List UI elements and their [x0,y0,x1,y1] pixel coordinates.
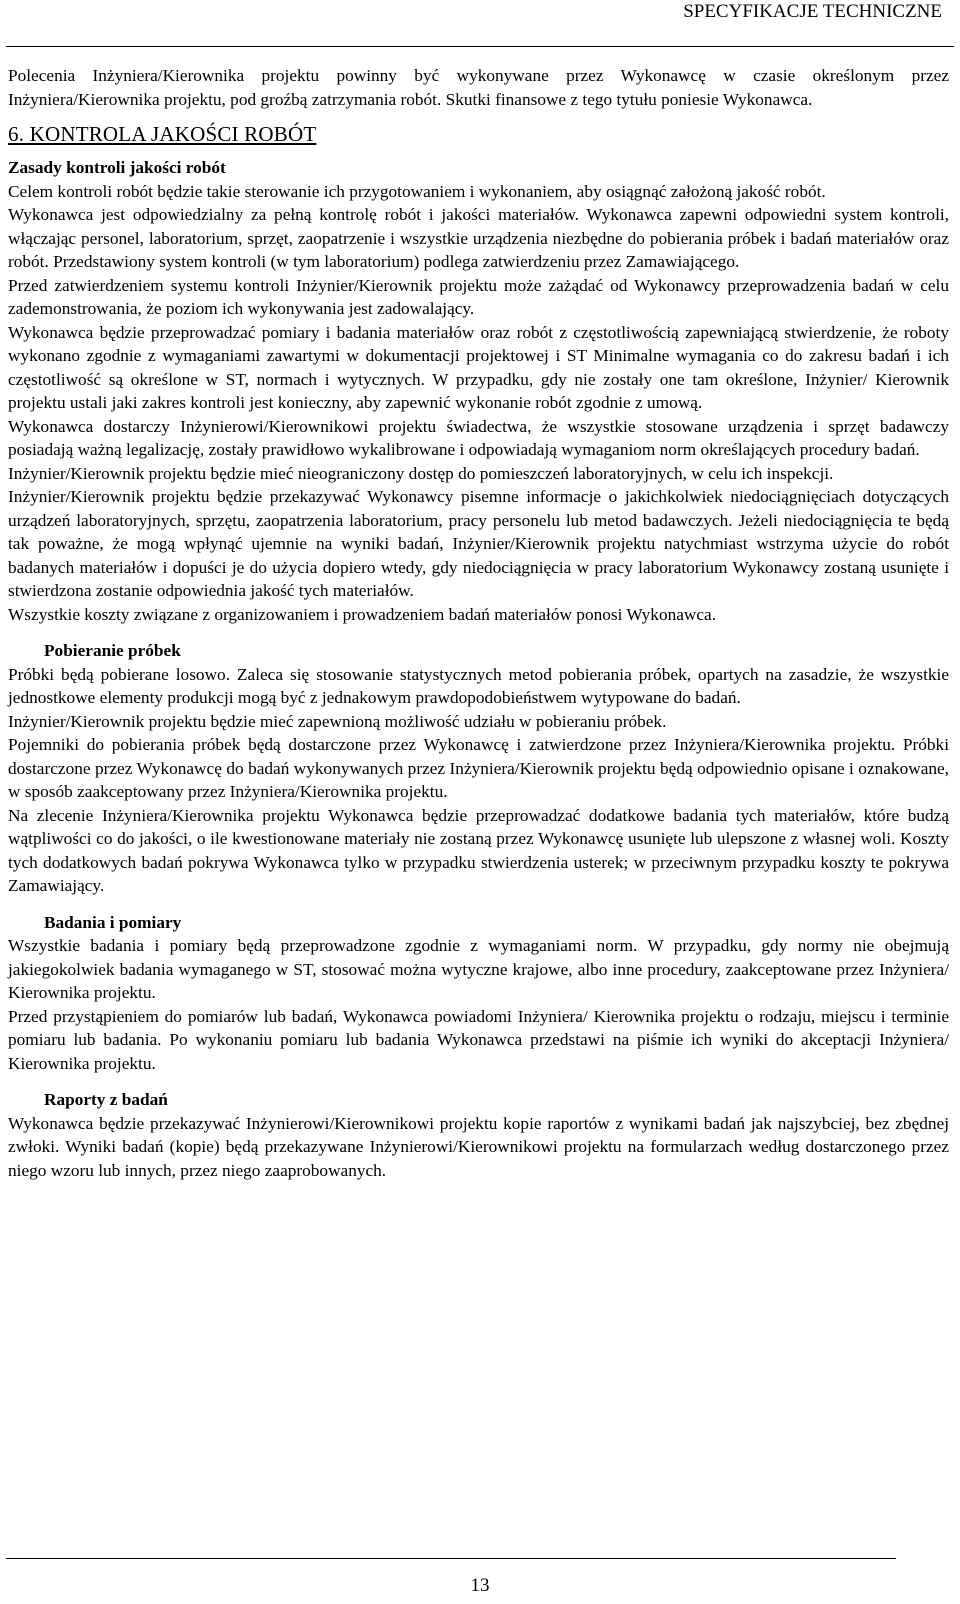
subheading-badania: Badania i pomiary [44,912,182,932]
subheading-zasady: Zasady kontroli jakości robót [8,158,226,177]
footer-divider [6,1558,896,1559]
paragraph: Inżynier/Kierownik projektu będzie mieć zapewnioną możliwość udziału w pobieraniu próbek. [8,711,667,731]
subheading-raporty: Raporty z badań [44,1090,168,1109]
page-header [0,0,942,24]
header-title: SPECYFIKACJE TECHNICZNE [683,1,942,22]
paragraph: Wykonawca będzie przeprowadzać pomiary i badania materiałów oraz robót z częstotliwością zapewniającą stwierdzenie, że roboty wykonano zgodnie z wymaganiami zawartymi w dokumentacji projektowej i ST Minimalne wymagania co do zakresu badań i ich częstotliwość są określone w ST, normach i wytycznych. W przypadku, gdy nie zostały one tam określone, Inżynier/ Kierownik projektu ustali jaki zakres kontroli jest konieczny, aby zapewnić wykonanie robót zgodnie z umową. [8,322,949,412]
paragraph: Pojemniki do pobierania próbek będą dostarczone przez Wykonawcę i zatwierdzone przez Inżyniera/Kierownika projektu. Próbki dostarczone przez Wykonawcę do badań wykonywanych przez Inżyniera/Kierownik projektu będą odpowiednio opisane i oznakowane, w sposób zaakceptowany przez Inżyniera/Kierownika projektu. [8,735,949,801]
paragraph: Na zlecenie Inżyniera/Kierownika projektu Wykonawca będzie przeprowadzać dodatkowe badania tych materiałów, które budzą wątpliwości co do jakości, o ile kwestionowane materiały nie zostaną przez Wykonawcę usunięte lub ulepszone z własnej woli. Koszty tych dodatkowych badań pokrywa Wykonawca tylko w przypadku stwierdzenia usterek; w przeciwnym przypadku koszty te pokrywa Zamawiający. [8,805,949,895]
subheading-pobieranie: Pobieranie próbek [44,641,181,660]
paragraph: Wykonawca jest odpowiedzialny za pełną kontrolę robót i jakości materiałów. Wykonawca zapewni odpowiedni system kontroli, włączając personel, laboratorium, sprzęt, zaopatrzenie i wszystkie urządzenia niezbędne do pobierania próbek i badań materiałów oraz robót. Przedstawiony system kontroli (w tym laboratorium) podlega zatwierdzeniu przez Zamawiającego. [8,205,949,271]
paragraph: Celem kontroli robót będzie takie sterowanie ich przygotowaniem i wykonaniem, aby osiągnąć założoną jakość robót. [8,181,826,201]
document-body [8,64,949,1182]
paragraph: Przed przystąpieniem do pomiarów lub badań, Wykonawca powiadomi Inżyniera/ Kierownika projektu o rodzaju, miejscu i terminie pomiaru lub badania. Po wykonaniu pomiaru lub badania Wykonawca przedstawi na piśmie ich wyniki do akceptacji Inżyniera/ Kierownika projektu. [8,1006,949,1073]
paragraph: Inżynier/Kierownik projektu będzie mieć nieograniczony dostęp do pomieszczeń laboratoryjnych, w celu ich inspekcji. [8,463,834,483]
page-number: 13 [470,1575,490,1596]
paragraph: Próbki będą pobierane losowo. Zaleca się stosowanie statystycznych metod pobierania próbek, opartych na zasadzie, że wszystkie jednostkowe elementy produkcji mogą być z jednakowym prawdopodobieństwem wytypowane do badań. [8,664,949,707]
section-title: 6. KONTROLA JAKOŚCI ROBÓT [8,122,317,146]
paragraph: Inżynier/Kierownik projektu będzie przekazywać Wykonawcy pisemne informacje o jakichkolwiek niedociągnięciach dotyczących urządzeń laboratoryjnych, sprzętu, zaopatrzenia laboratorium, pracy personelu lub metod badawczych. Jeżeli niedociągnięcia te będą tak poważne, że mogą wpłynąć ujemnie na wyniki badań, Inżynier/Kierownik projektu natychmiast wstrzyma użycie do robót badanych materiałów i dopuści je do użycia dopiero wtedy, gdy niedociągnięcia w pracy laboratorium Wykonawcy zostaną usunięte i stwierdzona zostanie odpowiednia jakość tych materiałów. [8,487,949,600]
paragraph: Wszystkie koszty związane z organizowaniem i prowadzeniem badań materiałów ponosi Wykonawca. [8,604,717,624]
paragraph: Wykonawca dostarczy Inżynierowi/Kierownikowi projektu świadectwa, że wszystkie stosowane urządzenia i sprzęt badawczy posiadają ważną legalizację, zostały prawidłowo wykalibrowane i odpowiadają wymaganiom norm określających procedury badań. [8,416,949,459]
intro-paragraph: Polecenia Inżyniera/Kierownika projektu powinny być wykonywane przez Wykonawcę w czasie określonym przez Inżyniera/Kierownika projektu, pod groźbą zatrzymania robót. Skutki finansowe z tego tytułu poniesie Wykonawca. [8,66,949,109]
paragraph: Przed zatwierdzeniem systemu kontroli Inżynier/Kierownik projektu może zażądać od Wykonawcy przeprowadzenia badań w celu zademonstrowania, że poziom ich wykonywania jest zadowalający. [8,275,949,318]
paragraph: Wykonawca będzie przekazywać Inżynierowi/Kierownikowi projektu kopie raportów z wynikami badań jak najszybciej, bez zbędnej zwłoki. Wyniki badań (kopie) będą przekazywane Inżynierowi/Kierownikowi projektu na formularzach według dostarczonego przez niego wzoru lub innych, przez niego zaaprobowanych. [8,1113,949,1180]
paragraph: Wszystkie badania i pomiary będą przeprowadzone zgodnie z wymaganiami norm. W przypadku, gdy normy nie obejmują jakiegokolwiek badania wymaganego w ST, stosować można wytyczne krajowe, albo inne procedury, zaakceptowane przez Inżyniera/ Kierownika projektu. [8,936,949,1002]
header-divider [6,46,954,47]
